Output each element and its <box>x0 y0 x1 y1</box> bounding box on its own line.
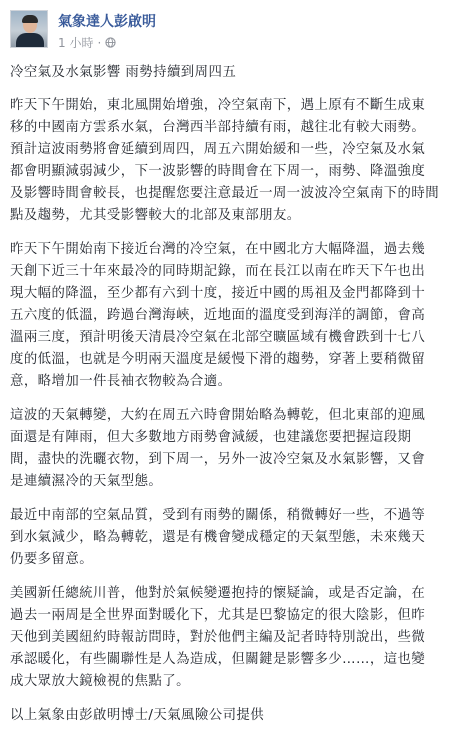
avatar[interactable] <box>10 10 48 48</box>
post-paragraph: 昨天下午開始，東北風開始增強，冷空氣南下，遇上原有不斷生成東 移的中國南方雲系水氣，台灣西半部持續有雨，越往北有較大雨勢。 預計這波雨勢將會延續到周四，周五六開始緩和一些，冷空氣及水氣 都會明顯減弱減少，下一波影響的時間會在下周一，雨勢、降溫強度 及影響時間會較長，也提醒您要注意最近一周一波波冷空氣南下的時間 點及趨勢，尤其受影響較大的北部及東部朋友。 <box>10 98 440 223</box>
meta-separator: · <box>97 35 102 50</box>
post-headline: 冷空氣及水氣影響 雨勢持續到周四五 <box>10 65 237 80</box>
post-paragraph: 這波的天氣轉變，大約在周五六時會開始略為轉乾，但北東部的迎風 面還是有陣雨，但大多數地方雨勢會減緩，也建議您要把握這段期 間，盡快的洗曬衣物，到下周一，另外一波冷空氣及水氣影響，又會 是連續濕冷的天氣型態。 <box>10 408 426 489</box>
post-meta <box>58 34 116 51</box>
avatar-figure-hair <box>22 15 38 23</box>
post-body <box>10 62 466 739</box>
post-paragraph: 昨天下午開始南下接近台灣的冷空氣，在中國北方大幅降溫，過去幾 天創下近三十年來最冷的同時期記錄，而在長江以南在昨天下午也出 現大幅的降溫，至少都有六到十度，接近中國的馬祖及金門都降到十 五六度的低溫，跨過台灣海峽，近地面的溫度受到海洋的調節，會高 溫兩三度，預計明後天清晨冷空氣在北部空曠區域有機會跌到十七八 度的低溫，也就是今明兩天溫度是緩慢下滑的趨勢，穿著上要稍微留 意，略增加一件長袖衣物較為合適。 <box>10 242 426 389</box>
post-timestamp[interactable]: 1 小時 <box>58 36 94 50</box>
author-name-link[interactable]: 氣象達人彭啟明 <box>58 14 156 30</box>
post-header <box>0 0 471 58</box>
post-paragraph: 最近中南部的空氣品質，受到有雨勢的關係，稍微轉好一些，不過等 到水氣減少，略為轉乾，還是有機會變成穩定的天氣型態，未來幾天 仍要多留意。 <box>10 508 426 567</box>
post-paragraph: 美國新任總統川普，他對於氣候變遷抱持的懷疑論，或是否定論，在 過去一兩周是全世界面對暖化下，尤其是巴黎協定的很大陰影，但昨 天他到美國紐約時報訪問時，對於他們主編及記者時特別說出，些微 承認暖化，有些關聯性是人為造成，但關鍵是影響多少……，這也變 成大眾放大鏡檢視的焦點了。 <box>10 586 426 689</box>
avatar-figure-body <box>16 33 44 48</box>
post-credit: 以上氣象由彭啟明博士/天氣風險公司提供 <box>10 708 265 723</box>
globe-icon[interactable] <box>105 37 116 48</box>
